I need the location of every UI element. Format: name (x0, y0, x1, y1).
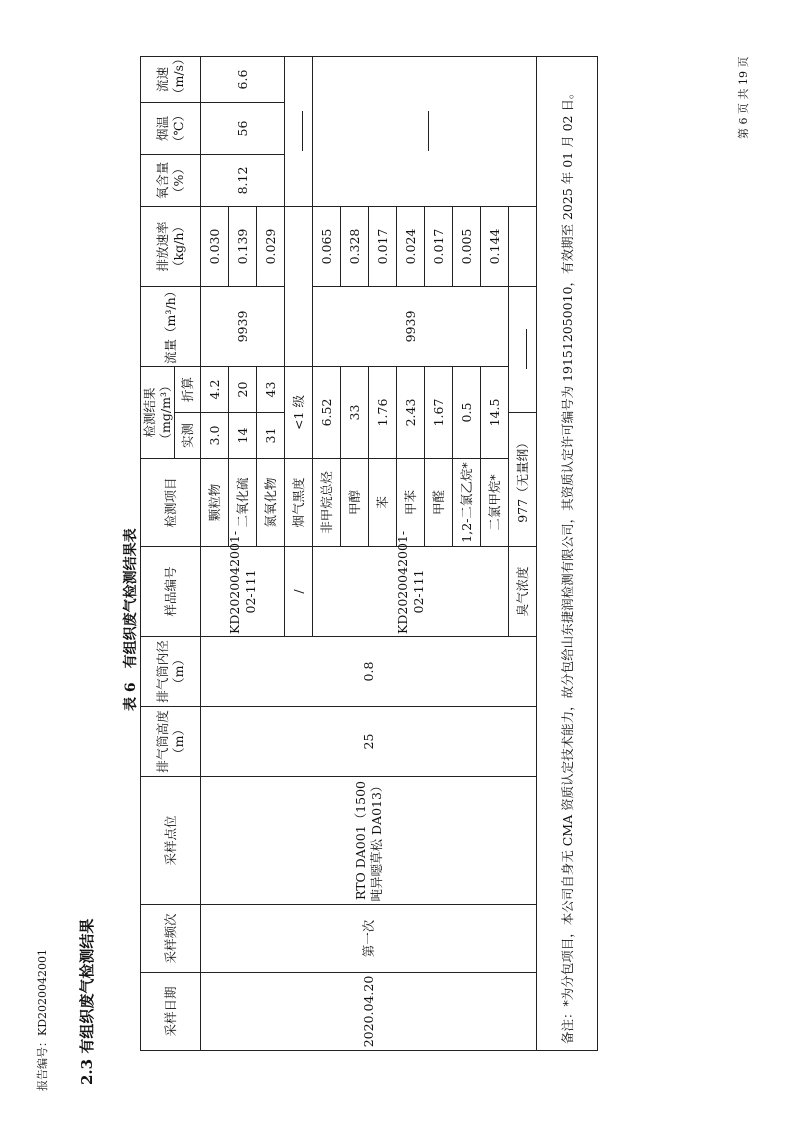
speed-cell: 6.6 (201, 57, 285, 103)
header-date: 采样日期 (141, 973, 201, 1051)
sampling-frequency: 第一次 (201, 905, 537, 973)
sampling-point: RTO DA001（1500 吨异噁草松 DA013） (201, 777, 537, 905)
header-height: 排气筒高度（m） (141, 707, 201, 777)
temp-cell: 56 (201, 103, 285, 155)
header-flow: 流量（m³/h） (141, 287, 201, 367)
item-cell: 苯 (369, 459, 397, 547)
result-cell: <1 级 (285, 367, 313, 459)
table-note: 备注：*为分包项目，本公司自身无 CMA 资质认定技术能力，故分包给山东捷润检测有限公司，其资质认定许可编号为 191512050010，有效期至 2025 年 01 月 02 日。 (537, 57, 598, 1051)
item-cell: 臭气浓度 (509, 547, 537, 637)
rate-cell: 0.017 (425, 207, 453, 287)
result-cell: 1.76 (369, 367, 397, 459)
result-cell: 33 (341, 367, 369, 459)
dash-cell (509, 287, 537, 413)
dash-cell (313, 57, 537, 207)
item-cell: 1,2-二氯乙烷* (453, 459, 481, 547)
result-cell: 1.67 (425, 367, 453, 459)
section-title: 2.3 有组织废气检测结果 (78, 918, 96, 1085)
table-label: 表 6 (123, 682, 139, 711)
item-cell: 颗粒物 (201, 459, 229, 547)
measured-cell: 14 (229, 413, 257, 459)
converted-cell: 4.2 (201, 367, 229, 413)
item-cell: 二氧化硫 (229, 459, 257, 547)
header-rate: 排放速率（kg/h） (141, 207, 201, 287)
header-speed: 流速（m/s） (141, 57, 201, 103)
header-temp: 烟温（℃） (141, 103, 201, 155)
rate-cell: 0.030 (201, 207, 229, 287)
table-row (201, 57, 229, 1051)
item-cell: 甲醇 (341, 459, 369, 547)
report-number: 报告编号：KD2020042001 (36, 948, 49, 1091)
result-cell: 6.52 (313, 367, 341, 459)
rate-cell: 0.144 (481, 207, 509, 287)
stack-diameter: 0.8 (201, 637, 537, 707)
item-cell: 甲醛 (425, 459, 453, 547)
table-title: 有组织废气检测结果表 (123, 528, 139, 669)
table-caption (120, 528, 140, 711)
rate-cell: 0.005 (453, 207, 481, 287)
item-cell: 氮氧化物 (257, 459, 285, 547)
rate-cell: 0.017 (369, 207, 397, 287)
dash-mark (526, 330, 527, 370)
item-cell: 甲苯 (397, 459, 425, 547)
rate-cell: 0.024 (397, 207, 425, 287)
result-cell: 2.43 (397, 367, 425, 459)
empty-cell (285, 207, 313, 367)
rate-cell: 0.029 (257, 207, 285, 287)
rate-cell: 0.328 (341, 207, 369, 287)
oxygen-cell: 8.12 (201, 155, 285, 207)
header-point: 采样点位 (141, 777, 201, 905)
converted-cell: 20 (229, 367, 257, 413)
item-cell: 非甲烷总烃 (313, 459, 341, 547)
header-converted: 折算 (175, 367, 201, 413)
page-number: 第 6 页 共 19 页 (737, 56, 750, 139)
item-cell: 二氯甲烷* (481, 459, 509, 547)
result-cell: 977（无量纲） (509, 413, 537, 547)
header-sample-id: 样品编号 (141, 547, 201, 637)
sample-id: KD2020042001-02-111 (201, 547, 285, 637)
stack-height: 25 (201, 707, 537, 777)
flow-cell: 9939 (201, 287, 285, 367)
dash-mark (428, 112, 429, 152)
sample-id: KD2020042001-02-111 (313, 547, 509, 637)
rate-cell: 0.065 (313, 207, 341, 287)
header-row (141, 57, 175, 1051)
converted-cell: 43 (257, 367, 285, 413)
result-cell: 14.5 (481, 367, 509, 459)
header-result: 检测结果（mg/m³） (141, 367, 175, 459)
dash-mark (302, 112, 303, 152)
dash-cell (285, 57, 313, 207)
header-freq: 采样频次 (141, 905, 201, 973)
item-cell: 烟气黑度 (285, 459, 313, 547)
result-cell: 0.5 (453, 367, 481, 459)
sample-id: / (285, 547, 313, 637)
header-diameter: 排气筒内径（m） (141, 637, 201, 707)
header-oxygen: 氧含量（%） (141, 155, 201, 207)
header-item: 检测项目 (141, 459, 201, 547)
rate-cell: 0.139 (229, 207, 257, 287)
exhaust-gas-table (140, 52, 598, 1051)
measured-cell: 3.0 (201, 413, 229, 459)
flow-cell: 9939 (313, 287, 509, 367)
sampling-date: 2020.04.20 (201, 973, 537, 1051)
note-row (537, 57, 598, 1051)
header-measured: 实测 (175, 413, 201, 459)
measured-cell: 31 (257, 413, 285, 459)
